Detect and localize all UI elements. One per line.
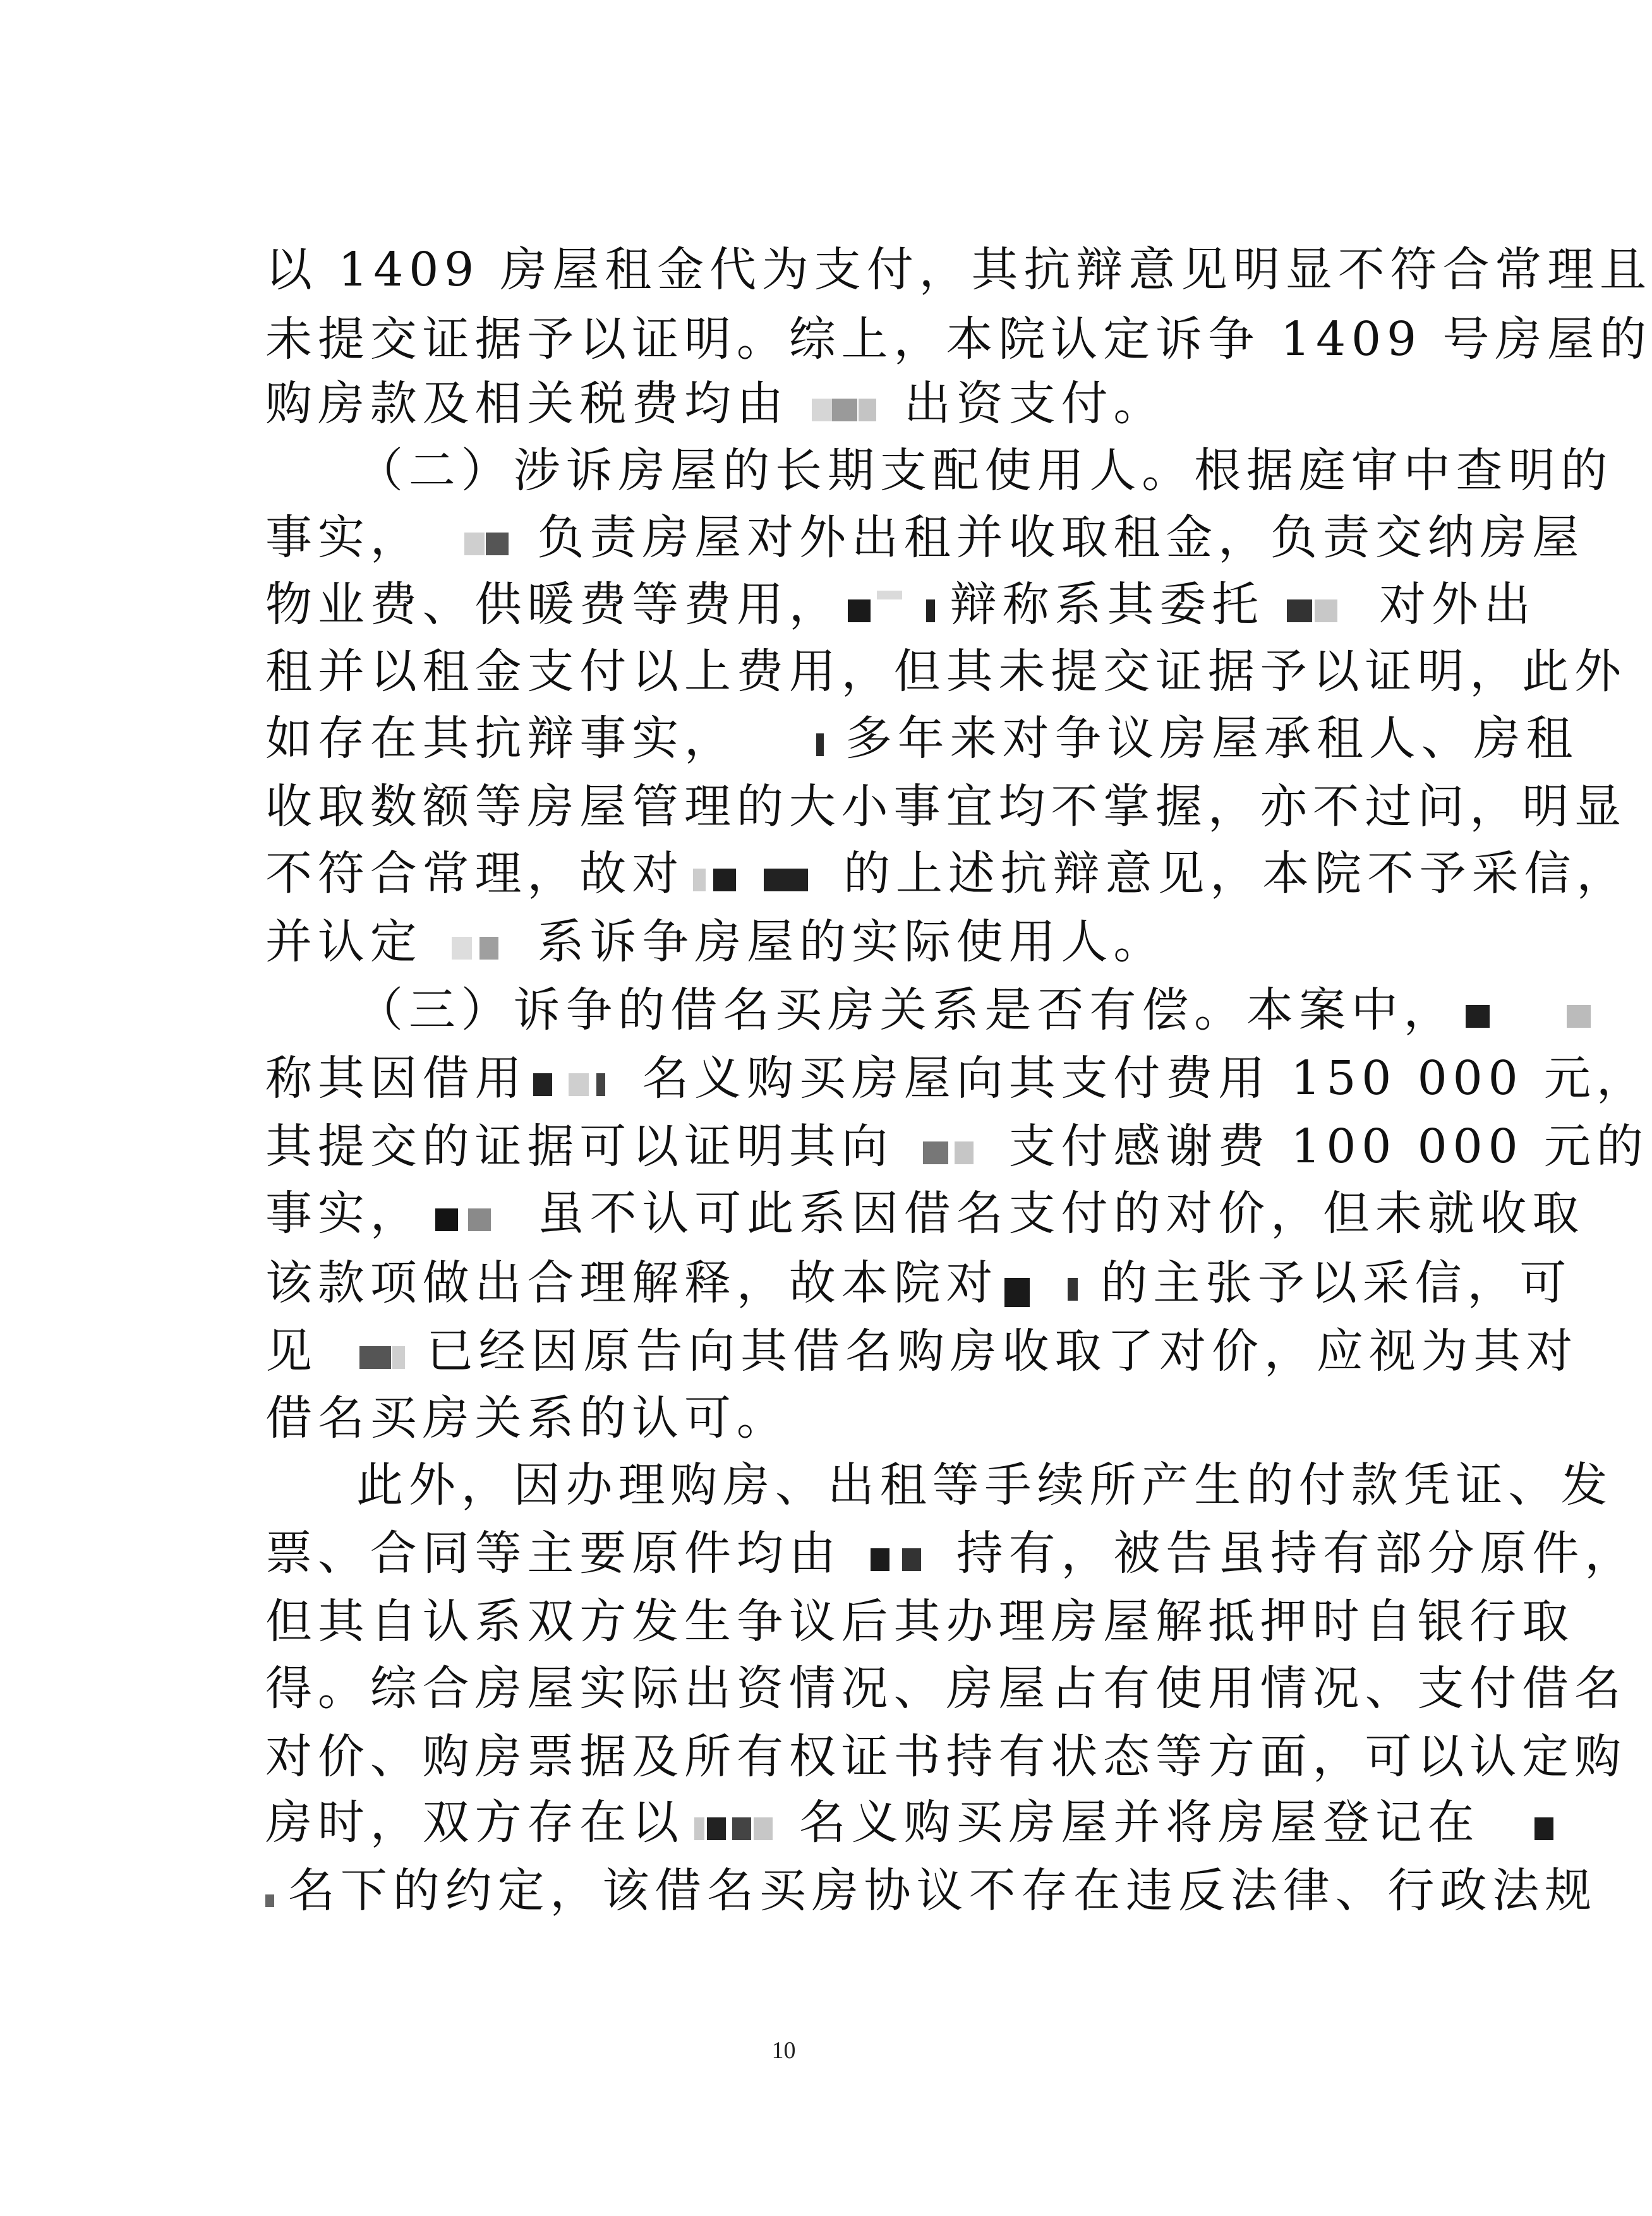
text-segment: 名义购买房屋向其支付费用 150 000 元，	[642, 1051, 1649, 1105]
text-segment: 租并以租金支付以上费用，但其未提交证据予以证明，此外	[265, 644, 1627, 699]
text-segment: 购房款及相关税费均由	[265, 376, 789, 431]
text-line	[265, 1788, 1480, 1857]
text-line	[265, 503, 1585, 572]
redaction-block	[1459, 995, 1598, 1033]
redaction-block	[426, 1198, 534, 1236]
text-segment: 其提交的证据可以证明其向	[265, 1119, 894, 1174]
redaction-block	[1002, 1268, 1097, 1306]
redaction-block	[1268, 589, 1375, 627]
text-line	[265, 704, 1579, 773]
text-segment: 名下的约定，该借名买房协议不存在违反法律、行政法规	[288, 1864, 1597, 1918]
text-segment: 对外出	[1378, 577, 1536, 632]
text-segment: 以 1409 房屋租金代为支付，其抗辩意见明显不符合常理且	[265, 243, 1652, 297]
text-line	[265, 1383, 1339, 1453]
redaction-block	[426, 522, 534, 560]
text-segment: （三）诉争的借名买房关系是否有偿。本案中，	[356, 983, 1456, 1037]
text-line	[265, 772, 1627, 841]
text-segment: 名义购买房屋并将房屋登记在	[799, 1795, 1480, 1850]
text-segment: 多年来对争议房屋承租人、房租	[845, 711, 1579, 766]
redaction-block	[688, 1807, 795, 1845]
redaction-block	[426, 927, 534, 965]
redaction-block	[531, 1063, 638, 1101]
redaction-block	[898, 1131, 1005, 1169]
text-segment: 事实，	[265, 510, 423, 565]
text-segment: 辩称系其委托	[950, 577, 1264, 632]
text-segment: 事实，	[265, 1186, 423, 1241]
text-segment: 的主张予以采信，可	[1100, 1256, 1572, 1310]
redaction-block	[845, 589, 946, 627]
text-segment: 出资支付。	[903, 376, 1166, 431]
text-line	[265, 1248, 1572, 1318]
text-line	[356, 436, 1613, 505]
text-line	[265, 637, 1627, 706]
text-line	[265, 1316, 1579, 1386]
text-line	[265, 907, 1339, 977]
text-line	[265, 1654, 1627, 1723]
text-line	[356, 1450, 1613, 1520]
text-line	[356, 975, 1456, 1045]
text-line	[265, 369, 1339, 438]
text-line	[265, 1179, 1585, 1248]
text-line	[265, 1856, 1597, 1925]
text-segment: 借名买房关系的认可。	[265, 1391, 789, 1445]
text-segment: 负责房屋对外出租并收取租金，负责交纳房屋	[537, 510, 1585, 565]
text-line	[265, 1044, 1649, 1113]
text-segment: （二）涉诉房屋的长期支配使用人。根据庭审中查明的	[356, 443, 1613, 498]
text-segment: 房时，双方存在以	[265, 1795, 685, 1850]
text-line	[265, 304, 1652, 374]
text-segment: 系诉争房屋的实际使用人。	[537, 915, 1166, 969]
text-segment: 支付感谢费 100 000 元的	[1008, 1119, 1649, 1174]
text-segment: 的上述抗辩意见，本院不予采信，	[843, 846, 1629, 901]
text-line	[265, 1112, 1649, 1181]
text-segment: 票、合同等主要原件均由	[265, 1526, 841, 1581]
text-segment: 已经因原告向其借名购房收取了对价，应视为其对	[426, 1324, 1579, 1378]
text-segment: 未提交证据予以证明。综上，本院认定诉争 1409 号房屋的	[265, 312, 1652, 366]
text-segment: 并认定	[265, 915, 423, 969]
text-segment: 见	[265, 1324, 318, 1378]
text-segment: 该款项做出合理解释，故本院对	[265, 1256, 999, 1310]
redaction-block	[1484, 1807, 1560, 1845]
text-line	[265, 839, 1629, 908]
redaction-block	[322, 1336, 423, 1374]
page-number: 10	[771, 2037, 796, 2064]
text-segment: 收取数额等房屋管理的大小事宜均不掌握，亦不过问，明显	[265, 780, 1627, 834]
redaction-block	[845, 1538, 953, 1576]
redaction-block	[688, 858, 840, 896]
text-line	[265, 1722, 1627, 1791]
text-segment: 得。综合房屋实际出资情况、房屋占有使用情况、支付借名	[265, 1661, 1627, 1716]
text-segment: 此外，因办理购房、出租等手续所产生的付款凭证、发	[356, 1458, 1613, 1512]
text-line	[265, 1587, 1574, 1656]
text-segment: 如存在其抗辩事实，	[265, 711, 737, 766]
text-segment: 不符合常理，故对	[265, 846, 685, 901]
text-segment: 称其因借用	[265, 1051, 528, 1105]
text-segment: 但其自认系双方发生争议后其办理房屋解抵押时自银行取	[265, 1594, 1574, 1649]
text-line	[265, 1519, 1637, 1588]
text-line	[265, 235, 1652, 304]
redaction-block	[793, 388, 900, 426]
text-segment: 虽不认可此系因借名支付的对价，但未就收取	[537, 1186, 1585, 1241]
redaction-block	[740, 723, 841, 761]
text-line	[265, 570, 1536, 639]
text-segment: 物业费、供暖费等费用，	[265, 577, 841, 632]
text-segment: 对价、购房票据及所有权证书持有状态等方面，可以认定购	[265, 1730, 1627, 1784]
text-segment: 持有，被告虽持有部分原件，	[956, 1526, 1637, 1581]
redaction-block	[265, 1876, 284, 1913]
